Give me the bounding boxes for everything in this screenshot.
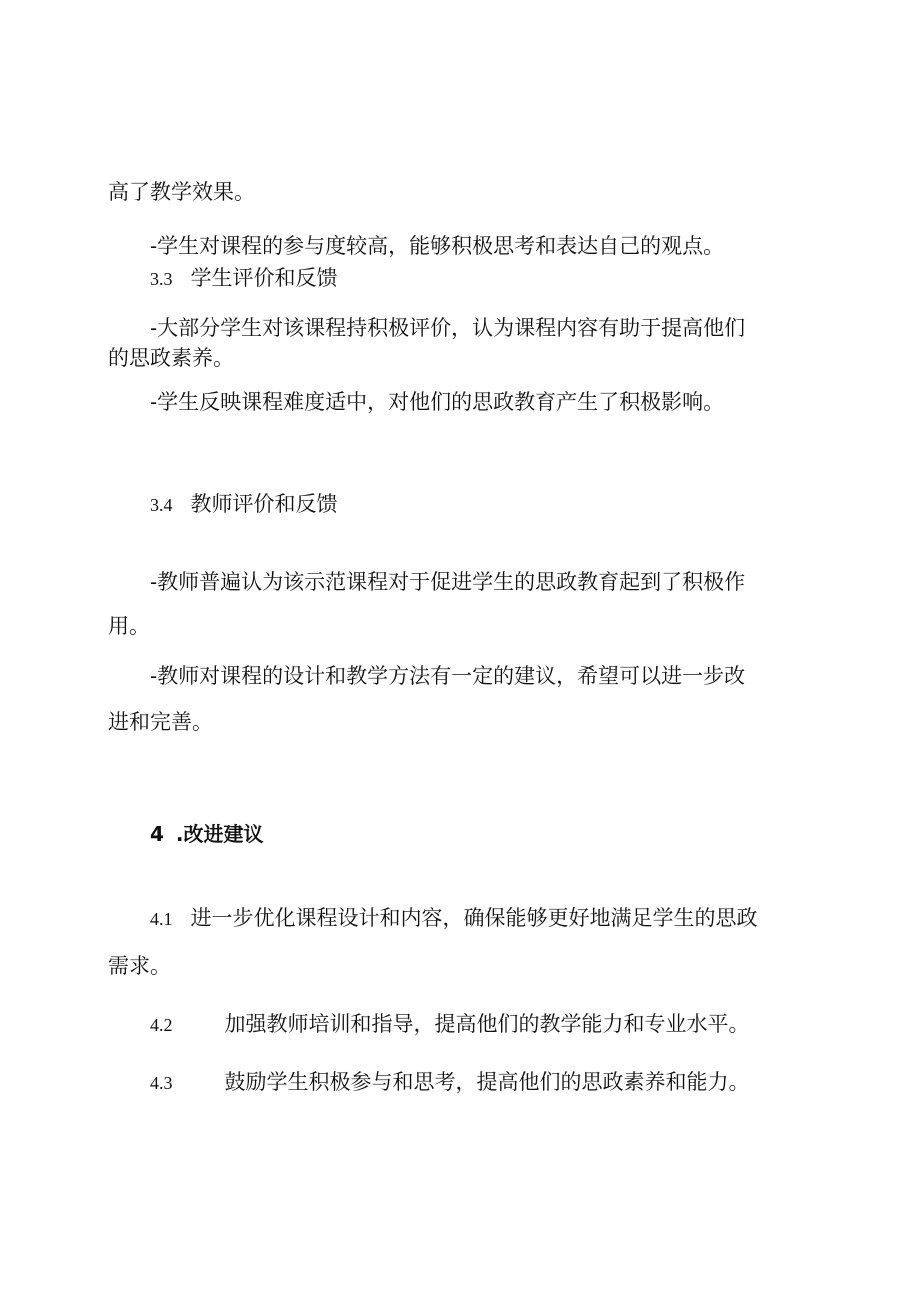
bullet-teacher-suggestion-line2 <box>108 708 213 736</box>
paragraph-text: 的思政素养。 <box>108 346 234 370</box>
section-title: 教师评价和反馈 <box>190 492 338 516</box>
item-text: 加强教师培训和指导，提高他们的教学能力和专业水平。 <box>224 1012 750 1036</box>
paragraph-text: 用。 <box>108 614 150 638</box>
bullet-student-difficulty <box>150 388 724 416</box>
paragraph-text: -教师对课程的设计和教学方法有一定的建议，希望可以进一步改 <box>150 664 746 688</box>
paragraph-text: -学生反映课程难度适中，对他们的思政教育产生了积极影响。 <box>150 390 725 414</box>
item-number: 4.3 <box>150 1073 173 1093</box>
item-text: 进一步优化课程设计和内容，确保能够更好地满足学生的思政 <box>190 906 758 930</box>
bullet-student-participation <box>150 232 724 260</box>
item-4-2 <box>150 1010 750 1039</box>
item-4-3 <box>150 1068 750 1097</box>
bullet-teacher-evaluation-line1 <box>150 568 745 596</box>
paragraph-text: -教师普遍认为该示范课程对于促进学生的思政教育起到了积极作 <box>150 570 746 594</box>
item-number: 4.1 <box>150 909 173 929</box>
bullet-student-evaluation-line1 <box>150 314 745 342</box>
paragraph-text: 高了教学效果。 <box>108 180 255 204</box>
section-title: 学生评价和反馈 <box>190 266 338 290</box>
section-number: 4 <box>150 822 164 846</box>
item-4-1-line1 <box>150 904 758 933</box>
section-heading-3-3 <box>150 264 338 293</box>
section-number: 3.4 <box>150 495 173 515</box>
paragraph-text: -学生对课程的参与度较高，能够积极思考和表达自己的观点。 <box>150 234 725 258</box>
item-number: 4.2 <box>150 1015 173 1035</box>
section-title: .改进建议 <box>175 822 264 846</box>
bullet-teacher-evaluation-line2 <box>108 612 150 640</box>
paragraph-text: 进和完善。 <box>108 710 213 734</box>
bullet-student-evaluation-line2 <box>108 344 234 372</box>
section-heading-3-4 <box>150 490 338 519</box>
bullet-teacher-suggestion-line1 <box>150 662 745 690</box>
item-text: 需求。 <box>108 954 171 978</box>
item-text: 鼓励学生积极参与和思考，提高他们的思政素养和能力。 <box>224 1070 750 1094</box>
section-heading-4 <box>150 820 264 848</box>
paragraph-continuation <box>108 178 255 206</box>
item-4-1-line2 <box>108 952 171 980</box>
paragraph-text: -大部分学生对该课程持积极评价，认为课程内容有助于提高他们 <box>150 316 746 340</box>
section-number: 3.3 <box>150 269 173 289</box>
